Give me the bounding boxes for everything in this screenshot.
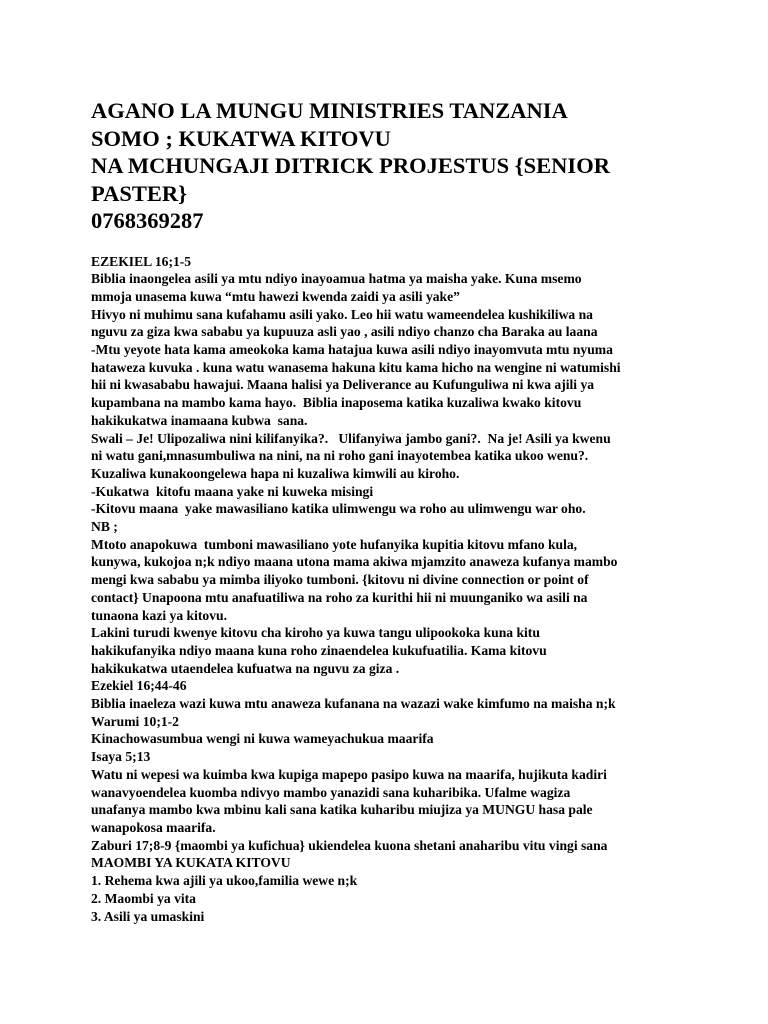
- phone-number: 0768369287: [91, 208, 204, 233]
- ministry-title: AGANO LA MUNGU MINISTRIES TANZANIA: [91, 98, 568, 123]
- body-text-line: ni watu gani,mnasumbuliwa na nini, na ni roho gani inayotembea katika ukoo wenu?.: [91, 448, 589, 464]
- body-text-line: Mtoto anapokuwa tumboni mawasiliano yote hufanyika kupitia kitovu mfano kula,: [91, 536, 578, 552]
- body-text-line: wanapokosa maarifa.: [91, 820, 216, 835]
- author-line: NA MCHUNGAJI DITRICK PROJESTUS {SENIOR: [91, 153, 610, 178]
- document-page: [91, 97, 691, 925]
- body-text-line: contact} Unapoona mtu anafuatiliwa na roho za kurithi hii ni muunganiko wa asili na: [91, 589, 588, 605]
- scripture-reference: Warumi 10;1-2: [91, 713, 179, 729]
- body-text-line: -Kitovu maana yake mawasiliano katika ulimwengu wa roho au ulimwengu war oho.: [91, 501, 586, 517]
- body-text-line: nguvu za giza kwa sababu ya kupuuza asli yao , asili ndiyo chanzo cha Baraka au laana: [91, 324, 598, 340]
- list-item: 2. Maombi ya vita: [91, 890, 196, 906]
- body-text-line: Kuzaliwa kunakoongelewa hapa ni kuzaliwa kimwili au kiroho.: [91, 465, 460, 481]
- author-line-continued: PASTER}: [91, 180, 187, 206]
- scripture-reference: EZEKIEL 16;1-5: [91, 253, 192, 269]
- body-text-line: Watu ni wepesi wa kuimba kwa kupiga mapepo pasipo kuwa na maarifa, hujikuta kadiri: [91, 766, 607, 782]
- body-text-line: hataweza kuvuka . kuna watu wanasema hakuna kitu kama hicho na wengine ni watumishi: [91, 359, 621, 375]
- scripture-reference: Ezekiel 16;44-46: [91, 678, 187, 694]
- document-heading: [91, 97, 691, 235]
- section-heading: MAOMBI YA KUKATA KITOVU: [91, 855, 291, 871]
- document-body: [91, 253, 691, 926]
- lesson-title: SOMO ; KUKATWA KITOVU: [91, 125, 391, 151]
- body-text-line: unafanya mambo kwa mbinu kali sana katika kuharibu miujiza ya MUNGU hasa pale: [91, 802, 593, 818]
- list-item: 3. Asili ya umaskini: [91, 908, 205, 924]
- body-text-line: tunaona kazi ya kitovu.: [91, 607, 227, 623]
- body-text-line: kunywa, kukojoa n;k ndiyo maana utona mama akiwa mjamzito anaweza kufanya mambo: [91, 554, 618, 570]
- body-text-line: hakikukatwa inamaana kubwa sana.: [91, 412, 308, 428]
- body-text-line: Biblia inaongelea asili ya mtu ndiyo inayoamua hatma ya maisha yake. Kuna msemo: [91, 271, 582, 287]
- body-text-line: hakikufanyika ndiyo maana kuna roho zinaendelea kukufuatilia. Kama kitovu: [91, 642, 547, 658]
- body-text-line: mmoja unasema kuwa “mtu hawezi kwenda zaidi ya asili yake”: [91, 288, 460, 304]
- body-text-line: wanavyoendelea kuomba ndivyo mambo yanazidi sana kuharibika. Ufalme wagiza: [91, 784, 571, 800]
- body-text-line: -Kukatwa kitofu maana yake ni kuweka misingi: [91, 483, 374, 499]
- list-item: 1. Rehema kwa ajili ya ukoo,familia wewe n;k: [91, 873, 358, 889]
- body-text-line: -Mtu yeyote hata kama ameokoka kama hatajua kuwa asili ndiyo inayomvuta mtu nyuma: [91, 342, 613, 358]
- body-text-line: hakikukatwa utaendelea kufuatwa na nguvu za giza .: [91, 660, 400, 676]
- body-text-line: hii ni kwasababu hawajui. Maana halisi ya Deliverance au Kufunguliwa ni kwa ajili ya: [91, 377, 595, 393]
- body-text-line: mengi kwa sababu ya mimba iliyoko tumboni. {kitovu ni divine connection or point of: [91, 572, 589, 588]
- scripture-reference: Isaya 5;13: [91, 749, 151, 765]
- body-text-line: Zaburi 17;8-9 {maombi ya kufichua} ukiendelea kuona shetani anaharibu vitu vingi sana: [91, 837, 608, 853]
- body-text-line: Swali – Je! Ulipozaliwa nini kilifanyika?. Ulifanyiwa jambo gani?. Na je! Asili ya kwenu: [91, 430, 611, 446]
- body-text-line: Kinachowasumbua wengi ni kuwa wameyachukua maarifa: [91, 731, 434, 747]
- body-text-line: Hivyo ni muhimu sana kufahamu asili yako. Leo hii watu wameendelea kushikiliwa na: [91, 306, 593, 322]
- note-label: NB ;: [91, 519, 118, 535]
- body-text-line: Biblia inaeleza wazi kuwa mtu anaweza kufanana na wazazi wake kimfumo na maisha n;k: [91, 696, 616, 712]
- body-text-line: Lakini turudi kwenye kitovu cha kiroho ya kuwa tangu ulipookoka kuna kitu: [91, 625, 540, 641]
- body-text-line: kupambana na mambo kama hayo. Biblia inaposema katika kuzaliwa kwako kitovu: [91, 395, 582, 411]
